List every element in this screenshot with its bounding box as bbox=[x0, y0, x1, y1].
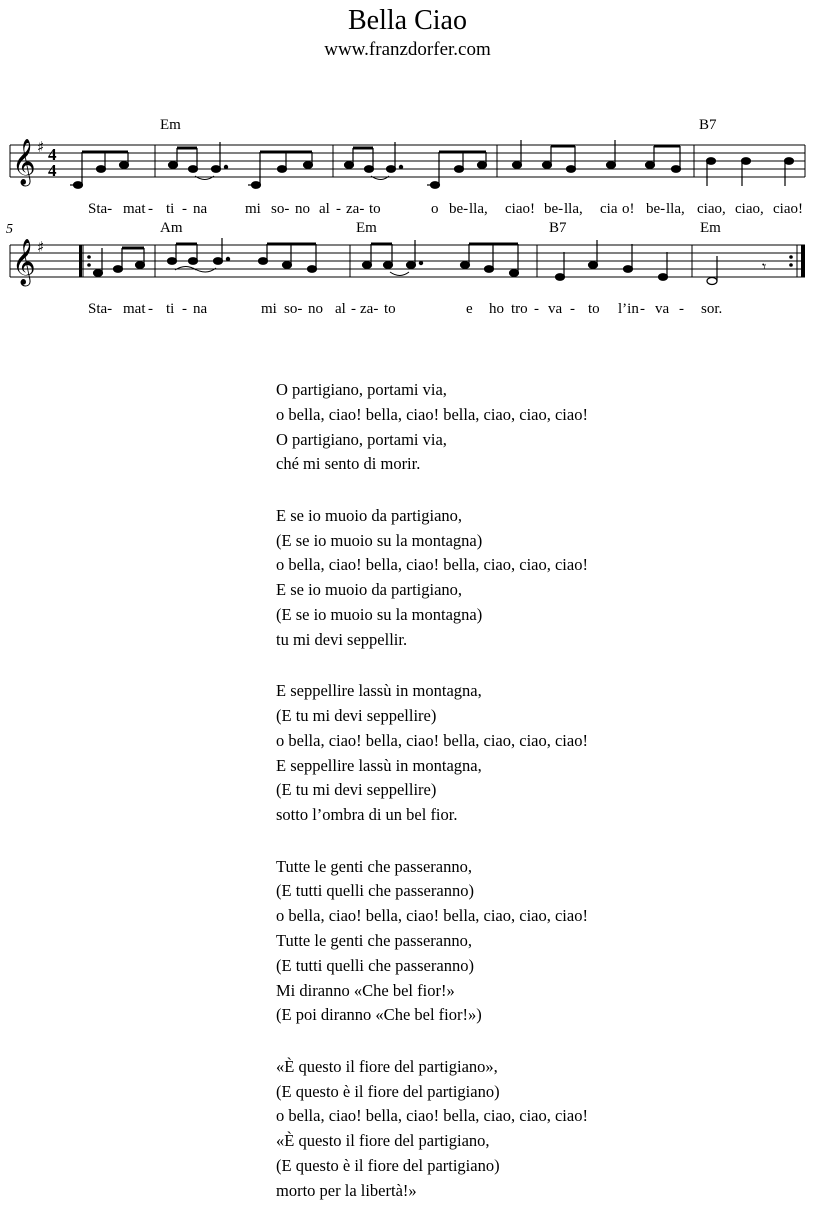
stanza-2 bbox=[276, 504, 796, 653]
verse-line: (E se io muoio su la montagna) bbox=[276, 604, 483, 624]
lyric-syllable: mi bbox=[245, 201, 261, 217]
lyric-hyphen: - bbox=[336, 201, 341, 217]
lyric-syllable: al bbox=[335, 301, 346, 317]
chord-symbol: Em bbox=[700, 220, 721, 236]
chord-symbol: Am bbox=[160, 220, 183, 236]
lyric-syllable: na bbox=[193, 301, 208, 317]
lyric-syllable: ciao! bbox=[773, 201, 803, 217]
source-website: www.franzdorfer.com bbox=[324, 39, 491, 60]
lyric-syllable: lla, bbox=[666, 201, 685, 217]
lyric-syllable: no bbox=[308, 301, 323, 317]
stanza-3 bbox=[276, 679, 796, 828]
lyric-hyphen: - bbox=[534, 301, 539, 317]
svg-text:4: 4 bbox=[48, 161, 57, 180]
staff-2-lines bbox=[10, 245, 805, 277]
staff-1-lines bbox=[10, 145, 805, 177]
lyric-syllable: lla, bbox=[469, 201, 488, 217]
sharp-icon: ♯ bbox=[37, 138, 45, 156]
verse-line: «È questo il fiore del partigiano», bbox=[276, 1056, 498, 1076]
lyric-hyphen: - bbox=[351, 301, 356, 317]
chord-symbol: B7 bbox=[699, 117, 717, 133]
verse-line: sotto l’ombra di un bel fior. bbox=[276, 805, 458, 825]
lyric-syllable: ti bbox=[166, 201, 175, 217]
verse-line: (E tu mi devi seppellire) bbox=[276, 780, 437, 800]
lyric-hyphen: - bbox=[148, 201, 153, 217]
lyric-syllable: al bbox=[319, 201, 330, 217]
verse-line: E se io muoio da partigiano, bbox=[276, 580, 463, 600]
verse-line: E se io muoio da partigiano, bbox=[276, 505, 463, 525]
lyric-syllable: mat bbox=[123, 301, 146, 317]
lyric-syllable: Sta- bbox=[88, 201, 113, 217]
lyric-hyphen: - bbox=[570, 301, 575, 317]
lyric-syllable: cia bbox=[600, 201, 618, 217]
verse-line: o bella, ciao! bella, ciao! bella, ciao, ciao, ciao! bbox=[276, 906, 588, 926]
verse-line: (E questo è il fiore del partigiano) bbox=[276, 1081, 500, 1101]
verse-line: O partigiano, portami via, bbox=[276, 380, 447, 399]
verse-line: Tutte le genti che passeranno, bbox=[276, 856, 472, 876]
lyric-syllable: be- bbox=[449, 201, 469, 217]
lyric-hyphen: - bbox=[182, 201, 187, 217]
lyric-syllable: no bbox=[295, 201, 310, 217]
lyric-syllable: ti bbox=[166, 301, 175, 317]
chord-symbol: Em bbox=[356, 220, 377, 236]
song-title: Bella Ciao bbox=[348, 5, 467, 36]
verse-line: Mi diranno «Che bel fior!» bbox=[276, 980, 455, 1000]
treble-clef-icon: 𝄞 bbox=[12, 139, 36, 185]
verse-line: (E tu mi devi seppellire) bbox=[276, 705, 437, 725]
lyric-syllable: be- bbox=[544, 201, 564, 217]
staff-1-notes bbox=[70, 140, 794, 188]
sheet-music-notation bbox=[0, 0, 815, 340]
stanza-4 bbox=[276, 855, 796, 1029]
lyric-syllable: be- bbox=[646, 201, 666, 217]
sharp-icon: ♯ bbox=[37, 238, 45, 256]
stanza-5 bbox=[276, 1055, 796, 1204]
lyric-syllable: so- bbox=[284, 301, 303, 317]
verse-line: (E tutti quelli che passeranno) bbox=[276, 955, 474, 975]
lyric-syllable: sor. bbox=[701, 301, 723, 317]
lyric-syllable: ciao, bbox=[735, 201, 764, 217]
lyric-syllable: mat bbox=[123, 201, 146, 217]
lyric-syllable: ciao, bbox=[697, 201, 726, 217]
verse-line: o bella, ciao! bella, ciao! bella, ciao, ciao, ciao! bbox=[276, 555, 588, 575]
verse-line: «È questo il fiore del partigiano, bbox=[276, 1131, 490, 1151]
verse-line: (E se io muoio su la montagna) bbox=[276, 530, 483, 550]
lyric-syllable: ho bbox=[489, 301, 504, 317]
lyric-syllable: l’in bbox=[618, 301, 639, 317]
lyric-syllable: to bbox=[369, 201, 381, 217]
verse-line: morto per la libertà!» bbox=[276, 1180, 417, 1200]
lyric-syllable: mi bbox=[261, 301, 277, 317]
lyric-syllable: e bbox=[466, 301, 473, 317]
lyric-syllable: lla, bbox=[564, 201, 583, 217]
lyric-hyphen: - bbox=[640, 301, 645, 317]
lyric-syllable: va bbox=[548, 301, 563, 317]
treble-clef-icon: 𝄞 bbox=[12, 239, 36, 285]
verse-line: ché mi sento di morir. bbox=[276, 454, 421, 474]
lyric-syllable: o! bbox=[622, 201, 635, 217]
lyric-syllable: va bbox=[655, 301, 670, 317]
stanza-1 bbox=[276, 378, 796, 477]
lyric-hyphen: - bbox=[679, 301, 684, 317]
lyric-syllable: za- bbox=[346, 201, 365, 217]
measure-number: 5 bbox=[6, 222, 13, 237]
verse-line: (E poi diranno «Che bel fior!») bbox=[276, 1005, 482, 1025]
verse-line: o bella, ciao! bella, ciao! bella, ciao, ciao, ciao! bbox=[276, 730, 588, 750]
eighth-rest-icon: 𝄾 bbox=[762, 257, 767, 276]
lyric-syllable: o bbox=[431, 201, 439, 217]
lyric-hyphen: - bbox=[182, 301, 187, 317]
svg-text:4: 4 bbox=[48, 145, 57, 164]
verse-line: o bella, ciao! bella, ciao! bella, ciao, ciao, ciao! bbox=[276, 1106, 588, 1126]
lyric-syllable: na bbox=[193, 201, 208, 217]
verse-line: o bella, ciao! bella, ciao! bella, ciao, ciao, ciao! bbox=[276, 404, 588, 424]
lyric-syllable: Sta- bbox=[88, 301, 113, 317]
verse-line: E seppellire lassù in montagna, bbox=[276, 681, 482, 701]
lyric-syllable: to bbox=[384, 301, 396, 317]
lyric-syllable: ciao! bbox=[505, 201, 535, 217]
verse-line: O partigiano, portami via, bbox=[276, 429, 447, 449]
lyric-syllable: to bbox=[588, 301, 600, 317]
verse-line: (E questo è il fiore del partigiano) bbox=[276, 1155, 500, 1175]
chord-symbol: B7 bbox=[549, 220, 567, 236]
verse-line: tu mi devi seppellir. bbox=[276, 629, 408, 649]
lyric-hyphen: - bbox=[148, 301, 153, 317]
verse-line: Tutte le genti che passeranno, bbox=[276, 930, 472, 950]
verse-lyrics bbox=[276, 378, 796, 1230]
lyric-syllable: so- bbox=[271, 201, 290, 217]
verse-line: (E tutti quelli che passeranno) bbox=[276, 881, 474, 901]
lyric-syllable: za- bbox=[360, 301, 379, 317]
lyric-syllable: tro bbox=[511, 301, 528, 317]
verse-line: E seppellire lassù in montagna, bbox=[276, 755, 482, 775]
chord-symbol: Em bbox=[160, 117, 181, 133]
